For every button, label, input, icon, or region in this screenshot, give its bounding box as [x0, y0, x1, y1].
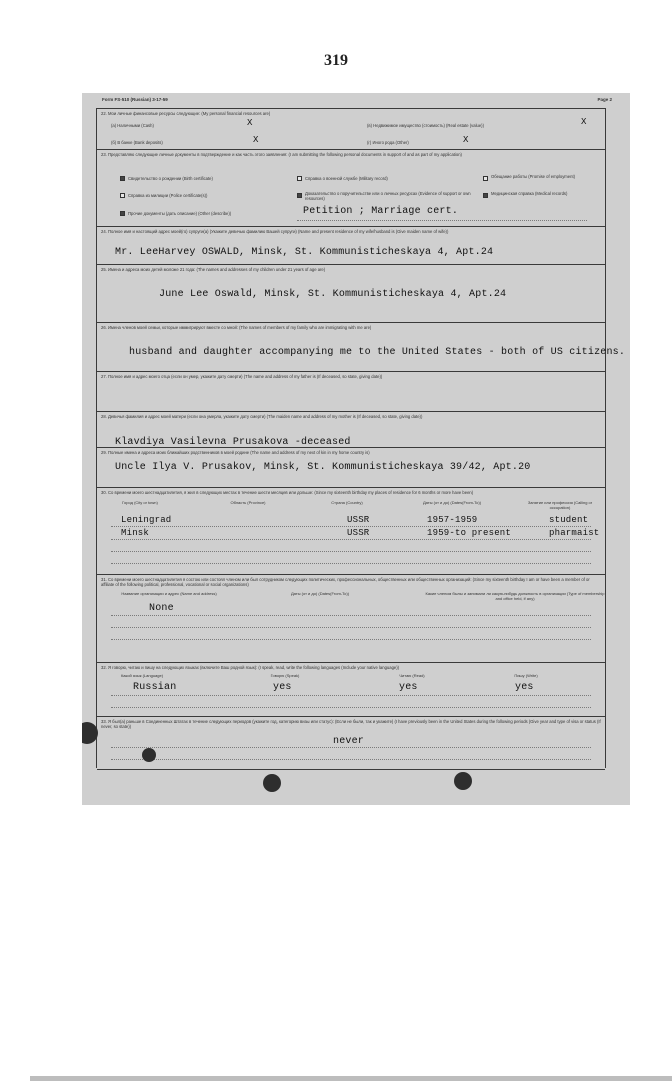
scan-edge [30, 1076, 672, 1081]
family-immigrating-value: husband and daughter accompanying me to the United States - both of US citizens. [129, 347, 626, 358]
section-25-question: 25. Имена и адреса моих детей моложе 21 года: (The names and addresses of my children under 21 years of age are) [101, 267, 326, 272]
residence-row-1-country: USSR [347, 515, 370, 525]
residence-col-province: Область (Province) [230, 500, 266, 505]
evidence-of-support-checkbox [297, 193, 302, 198]
birth-certificate-checkbox [120, 176, 125, 181]
real-estate-label: (в) Недвижимое имущество (стоимость) (Real estate (value)) [367, 123, 484, 128]
punch-hole-bottom-left [263, 774, 281, 792]
language-rule-1 [111, 695, 591, 696]
form-table [96, 108, 626, 768]
organization-rule-2 [111, 627, 591, 628]
section-29-next-of-kin [97, 447, 605, 488]
police-certificate-checkbox [120, 193, 125, 198]
other-resources-label: (г) Иного рода (Other) [367, 140, 409, 145]
other-documents-label: Прочие документы (дать описание) (Other (describe)) [128, 211, 232, 216]
other-documents-checkbox [120, 211, 125, 216]
children-value: June Lee Oswald, Minsk, St. Kommunisticheskaya 4, Apt.24 [159, 289, 507, 300]
residence-col-country: Страна (Country) [331, 500, 363, 505]
police-certificate-label: Справка из милиции (Police certificate(s)) [128, 193, 208, 198]
section-31-organizations [97, 574, 605, 663]
section-28-question: 28. Девичья фамилия и адрес моей матери (если она умерла, укажите дату смерти) (The maiden name and address of my mother is (If deceased, so state, giving date)) [101, 414, 423, 419]
section-26-family-immigrating [97, 322, 626, 372]
spouse-value: Mr. LeeHarvey OSWALD, Minsk, St. Kommunisticheskaya 4, Apt.24 [115, 247, 494, 258]
organization-col-dates: Даты (от и до) (Dates(From-To)) [290, 591, 350, 596]
language-col-language: Какой язык (Language) [120, 673, 164, 678]
military-record-checkbox [297, 176, 302, 181]
residence-row-1-dates: 1957-1959 [427, 515, 478, 525]
section-30-question: 30. Со времени моего шестнадцатилетия, я жил в следующих местах в течение шести месяцев или дольше: (Since my sixteenth birthday my places of residence for 6 months or more have been) [101, 490, 474, 495]
section-26-question: 26. Имена членов моей семьи, которые иммигрируют вместе со мной: (The names of members of my family who are immigrating with me are) [101, 325, 372, 330]
residence-row-2-country: USSR [347, 528, 370, 538]
other-resources-mark: X [463, 135, 469, 145]
language-rule-2 [111, 707, 591, 708]
form-code: Form FS-510 (Russian) 3-17-59 [102, 97, 168, 102]
section-28-mother [97, 411, 605, 448]
language-col-read: Читаю (Read) [399, 673, 425, 678]
employment-checkbox [483, 176, 488, 181]
residence-row-2-occupation: pharmaist [549, 528, 600, 538]
organization-rule-3 [111, 639, 591, 640]
previous-visits-rule-2 [111, 759, 591, 760]
evidence-of-support-label: Доказательство о поручительстве или о личных ресурсах (Evidence of support or own resources) [305, 191, 471, 201]
previous-visits-rule-1 [111, 747, 591, 748]
organization-rule-1 [111, 615, 591, 616]
form-page-ref: Page 2 [597, 97, 612, 102]
other-documents-rule [297, 220, 587, 221]
language-col-speak: Говорю (Speak) [270, 673, 300, 678]
previous-visits-value: never [333, 736, 365, 747]
next-of-kin-value: Uncle Ilya V. Prusakov, Minsk, St. Kommunisticheskaya 39/42, Apt.20 [115, 462, 531, 473]
section-32-question: 32. Я говорю, читаю и пишу на следующих языках (включите Ваш родной язык): (I speak, read, write the following languages (Include your native language)) [101, 665, 400, 670]
organizations-value: None [149, 603, 174, 614]
birth-certificate-label: Свидетельство о рождении (Birth certificate) [128, 176, 213, 181]
residence-rule-3 [111, 551, 591, 552]
language-col-write: Пишу (Write) [514, 673, 538, 678]
section-22-financial-resources [97, 108, 605, 150]
residence-row-1-occupation: student [549, 515, 589, 525]
residence-row-2-city: Minsk [121, 528, 150, 538]
language-speak-value: yes [273, 682, 292, 693]
residence-col-city: Город (City or town) [122, 500, 158, 505]
language-read-value: yes [399, 682, 418, 693]
section-25-children [97, 264, 605, 323]
military-record-label: Справка о военной службе (Military record) [305, 176, 388, 181]
real-estate-mark: X [581, 117, 587, 127]
residence-rule-1 [111, 526, 591, 527]
punch-hole-bottom-right [454, 772, 472, 790]
section-29-question: 29. Полные имена и адреса моих ближайших родственников в моей родине (The name and address of my next of kin in my home country is) [101, 450, 370, 455]
language-write-value: yes [515, 682, 534, 693]
section-32-languages [97, 662, 605, 717]
medical-records-checkbox [483, 193, 488, 198]
residence-rule-4 [111, 563, 591, 564]
section-27-question: 27. Полное имя и адрес моего отца (если он умер, укажите дату смерти) (The name and address of my father is (If deceased, so state, giving date)) [101, 374, 383, 379]
section-27-father [97, 371, 605, 412]
organization-col-type: Какие членом былы и занимали ли какую-нибудь должность в организации (Type of membership and office held, if any) [425, 591, 605, 601]
section-23-documents [97, 149, 605, 227]
residence-col-dates: Даты (от и до) (Dates(From-To)) [422, 500, 482, 505]
residence-row-2-dates: 1959-to present [427, 528, 512, 538]
section-33-previous-us-visits [97, 716, 605, 770]
residence-col-occupation: Занятие или профессия (Calling or occupation) [527, 500, 593, 510]
organization-col-name: Название организации и адрес (Name and address) [121, 591, 217, 596]
section-33-question: 33. Я был(а) раньше в Соединенных Штатах в течение следующих периодов (укажите год, категорию визы или статус): (Если не были, так и укажите) (I have previously been in the United States during the following periods (Give year and type of visa or status (If never, so state)) [101, 719, 601, 729]
medical-records-label: Медицинская справка (Medical records) [491, 191, 568, 196]
employment-label: Обещание работы (Promise of employment) [491, 174, 576, 179]
bank-label: (б) В банке (Bank deposits) [111, 140, 163, 145]
other-documents-value: Petition ; Marriage cert. [303, 206, 459, 217]
section-23-question: 23. Представляю следующие личные документы в подтверждение и как часть этого заявления: (I am submitting the following personal documents in support of and as part of my application) [101, 152, 462, 157]
residence-row-1-city: Leningrad [121, 515, 172, 525]
cash-label: (а) Наличными (Cash) [111, 123, 154, 128]
residence-rule-2 [111, 539, 591, 540]
section-30-residences [97, 487, 605, 575]
form-header [102, 97, 612, 107]
bank-mark: X [253, 135, 259, 145]
mother-value: Klavdiya Vasilevna Prusakova -deceased [115, 437, 351, 448]
section-24-question: 24. Полное имя и настоящий адрес моей(го) супруги(а) (Укажите девичью фамилию Вашей супруги) (Name and present residence of my wife/husband is (Give maiden name of wife)) [101, 229, 449, 234]
page-number: 319 [324, 52, 348, 69]
section-24-spouse [97, 226, 605, 265]
punch-hole-small [142, 748, 156, 762]
section-22-question: 22. Мои личные финансовые ресурсы следующие: (My personal financial resources are) [101, 111, 271, 116]
cash-mark: X [247, 118, 253, 128]
form-sheet [82, 93, 630, 805]
section-31-question: 31. Со времени моего шестнадцатилетия я состою или состоял членом или был сотрудником следующих политических, профессиональных, общественных или общественных организаций: (Since my sixteenth birthday I am or have been a member of or affiliate of the following political, professional, vocational or social organizations) [101, 577, 590, 587]
language-value: Russian [133, 682, 177, 693]
